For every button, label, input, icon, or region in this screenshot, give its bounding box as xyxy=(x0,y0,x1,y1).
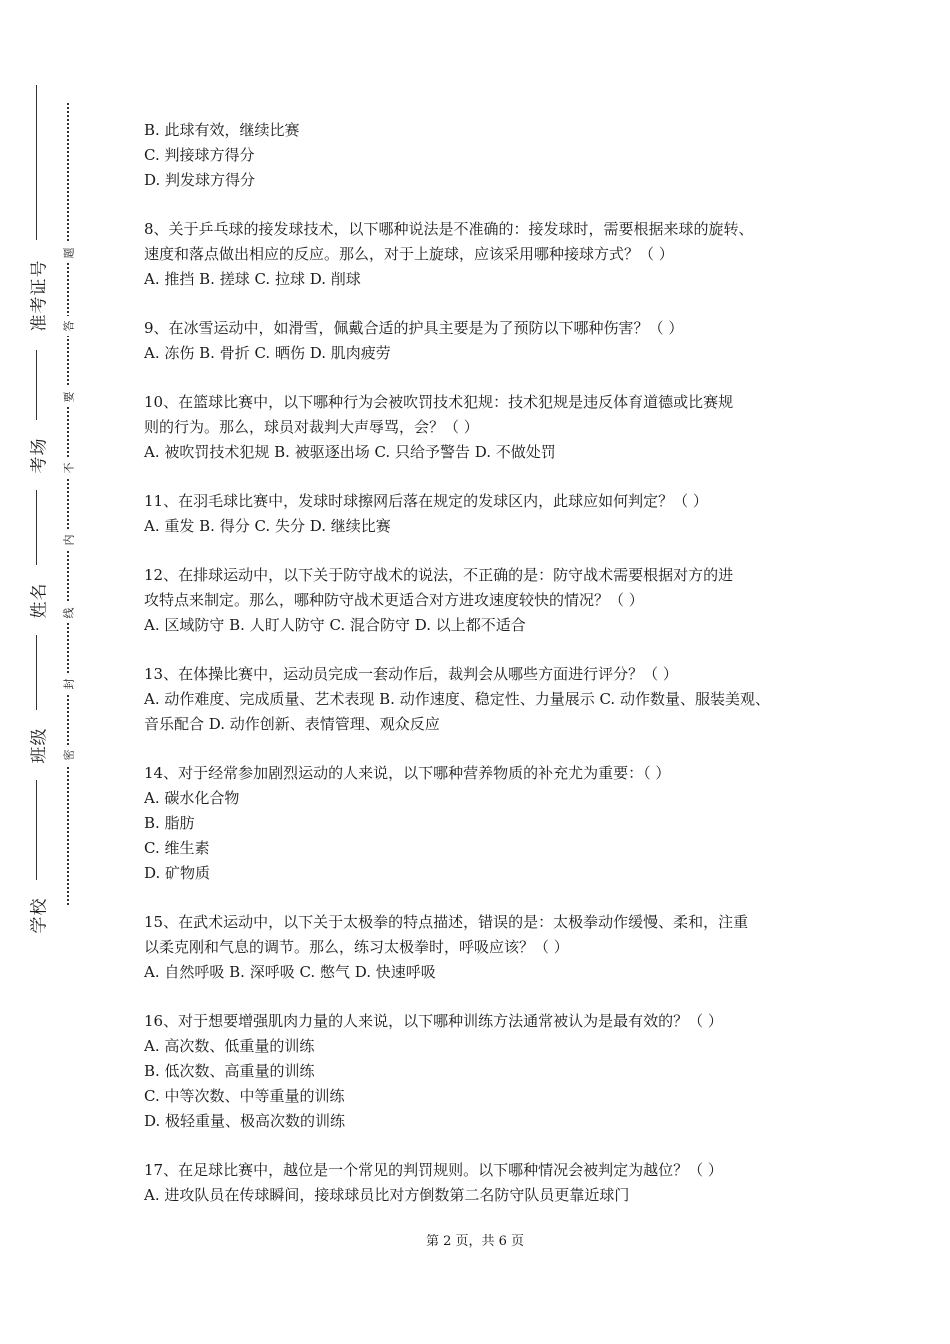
field-exam-room-label: 考场 xyxy=(20,420,54,490)
option-line: D. 极轻重量、极高次数的训练 xyxy=(144,1112,346,1130)
option-line: A. 动作难度、完成质量、艺术表现 B. 动作速度、稳定性、力量展示 C. 动作数量、服装美观、 xyxy=(144,690,770,708)
page-number: 第 2 页，共 6 页 xyxy=(425,1234,525,1249)
seal-char: 内 xyxy=(58,530,78,550)
option-line: C. 维生素 xyxy=(144,839,210,857)
question-11 xyxy=(144,489,824,539)
question-stem: 16、对于想要增强肌肉力量的人来说，以下哪种训练方法通常被认为是最有效的？（ ） xyxy=(144,1012,723,1030)
option-line: B. 脂肪 xyxy=(144,814,195,832)
question-stem: 17、在足球比赛中，越位是一个常见的判罚规则。以下哪种情况会被判定为越位？（ ） xyxy=(144,1161,723,1179)
seal-char: 答 xyxy=(58,316,78,336)
option-line: A. 推挡 B. 搓球 C. 拉球 D. 削球 xyxy=(144,270,361,288)
question-stem: 攻特点来制定。那么，哪种防守战术更适合对方进攻速度较快的情况？（ ） xyxy=(144,591,644,609)
field-school-label: 学校 xyxy=(20,880,54,950)
question-stem: 15、在武术运动中，以下关于太极拳的特点描述，错误的是：太极拳动作缓慢、柔和，注重 xyxy=(144,913,749,931)
question-8 xyxy=(144,217,824,292)
seal-dotted-line xyxy=(67,103,69,905)
question-stem: 10、在篮球比赛中，以下哪种行为会被吹罚技术犯规：技术犯规是违反体育道德或比赛规 xyxy=(144,393,734,411)
option-line: A. 冻伤 B. 骨折 C. 晒伤 D. 肌肉疲劳 xyxy=(144,344,391,362)
option-line: B. 低次数、高重量的训练 xyxy=(144,1062,315,1080)
question-stem: 13、在体操比赛中，运动员完成一套动作后，裁判会从哪些方面进行评分？（ ） xyxy=(144,665,678,683)
question-stem: 以柔克刚和气息的调节。那么，练习太极拳时，呼吸应该？（ ） xyxy=(144,938,569,956)
seal-char: 线 xyxy=(58,603,78,623)
option-line: A. 高次数、低重量的训练 xyxy=(144,1037,315,1055)
question-12 xyxy=(144,563,824,638)
question-14 xyxy=(144,761,824,886)
question-16 xyxy=(144,1009,824,1134)
seal-char: 题 xyxy=(58,243,78,263)
field-exam-number-label: 准考证号 xyxy=(20,240,54,350)
question-stem: 14、对于经常参加剧烈运动的人来说，以下哪种营养物质的补充尤为重要：（ ） xyxy=(144,764,671,782)
option-line: A. 进攻队员在传球瞬间，接球球员比对方倒数第二名防守队员更靠近球门 xyxy=(144,1186,630,1204)
option-line: A. 区域防守 B. 人盯人防守 C. 混合防守 D. 以上都不适合 xyxy=(144,616,526,634)
question-10 xyxy=(144,390,824,465)
option-line: A. 重发 B. 得分 C. 失分 D. 继续比赛 xyxy=(144,517,391,535)
field-name-label: 姓名 xyxy=(20,565,54,635)
question-stem: 9、在冰雪运动中，如滑雪，佩戴合适的护具主要是为了预防以下哪种伤害？（ ） xyxy=(144,319,684,337)
seal-char: 封 xyxy=(58,674,78,694)
option-line: A. 自然呼吸 B. 深呼吸 C. 憋气 D. 快速呼吸 xyxy=(144,963,436,981)
binding-margin xyxy=(0,0,110,1344)
seal-char: 要 xyxy=(58,387,78,407)
question-stem: 11、在羽毛球比赛中，发球时球擦网后落在规定的发球区内，此球应如何判定？（ ） xyxy=(144,492,708,510)
question-stem: 速度和落点做出相应的反应。那么，对于上旋球，应该采用哪种接球方式？（ ） xyxy=(144,245,674,263)
seal-char: 不 xyxy=(58,458,78,478)
question-15 xyxy=(144,910,824,985)
question-stem: 则的行为。那么，球员对裁判大声辱骂，会？（ ） xyxy=(144,418,479,436)
field-class-label: 班级 xyxy=(20,710,54,780)
question-list xyxy=(144,118,824,1232)
question-stem: 12、在排球运动中，以下关于防守战术的说法，不正确的是：防守战术需要根据对方的进 xyxy=(144,566,734,584)
option-line: 音乐配合 D. 动作创新、表情管理、观众反应 xyxy=(144,715,440,733)
question-9 xyxy=(144,316,824,366)
option-line: C. 判接球方得分 xyxy=(144,146,255,164)
binding-solid-line xyxy=(36,85,37,925)
question-17 xyxy=(144,1158,824,1208)
option-line: B. 此球有效，继续比赛 xyxy=(144,121,300,139)
option-line: C. 中等次数、中等重量的训练 xyxy=(144,1087,345,1105)
question-13 xyxy=(144,662,824,737)
option-line: D. 判发球方得分 xyxy=(144,171,256,189)
option-line: A. 被吹罚技术犯规 B. 被驱逐出场 C. 只给予警告 D. 不做处罚 xyxy=(144,443,556,461)
option-line: D. 矿物质 xyxy=(144,864,211,882)
seal-char: 密 xyxy=(58,745,78,765)
question-7-options xyxy=(144,118,824,193)
option-line: A. 碳水化合物 xyxy=(144,789,240,807)
question-stem: 8、关于乒乓球的接发球技术，以下哪种说法是不准确的：接发球时，需要根据来球的旋转、 xyxy=(144,220,754,238)
